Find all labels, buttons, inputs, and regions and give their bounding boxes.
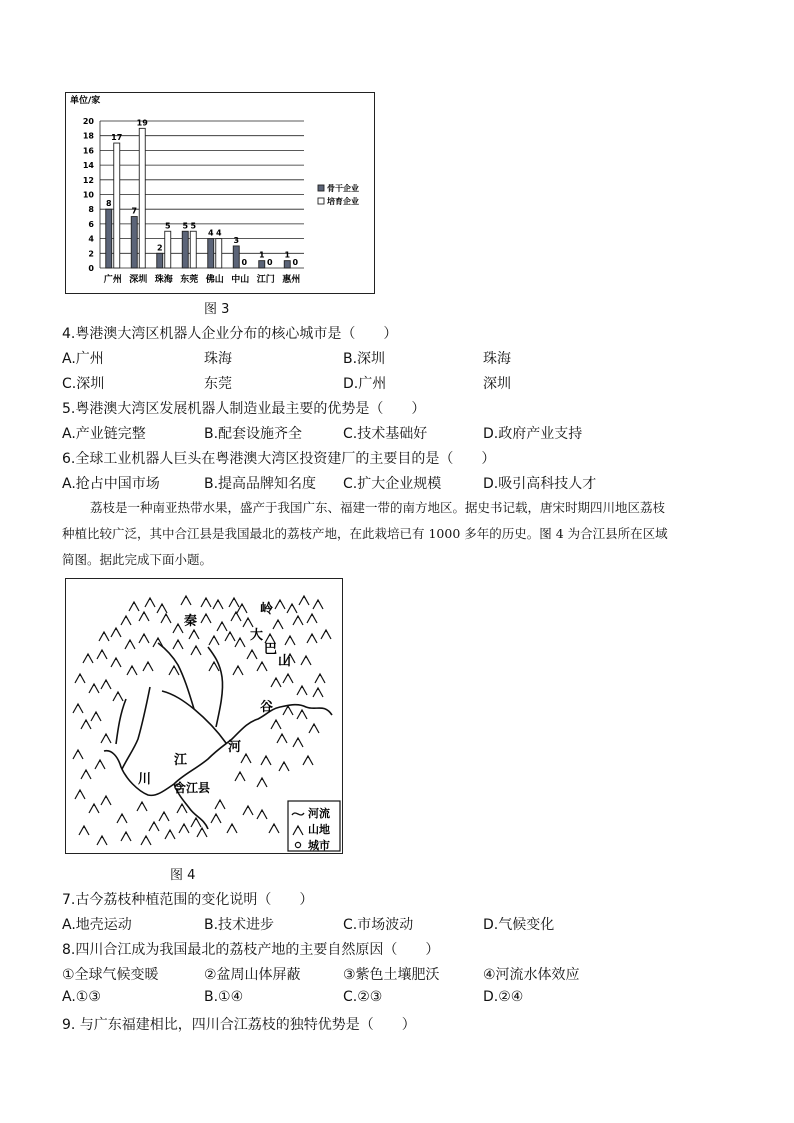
q5-option-b: B.配套设施齐全 bbox=[204, 426, 303, 442]
data-label: 2 bbox=[156, 243, 163, 253]
label-gu: 谷 bbox=[260, 700, 274, 715]
mountain-icon bbox=[303, 756, 313, 765]
mountain-icon bbox=[313, 688, 323, 697]
q5-stem: 5.粤港澳大湾区发展机器人制造业最主要的优势是（ ） bbox=[62, 401, 426, 417]
q4-stem: 4.粤港澳大湾区机器人企业分布的核心城市是（ ） bbox=[62, 326, 398, 342]
mountain-icon bbox=[231, 612, 241, 621]
mountain-icon bbox=[189, 630, 199, 639]
q4-option-c-second: 东莞 bbox=[204, 376, 232, 392]
data-label: 0 bbox=[292, 258, 299, 267]
data-label: 7 bbox=[131, 206, 138, 216]
mountain-icon bbox=[301, 656, 311, 665]
q4-option-d: D.广州 bbox=[343, 376, 387, 392]
mountain-icon bbox=[213, 600, 223, 609]
mountain-icon bbox=[75, 674, 85, 683]
mountain-icon bbox=[209, 636, 219, 645]
q6-option-a: A.抢占中国市场 bbox=[62, 476, 160, 492]
y-tick-label: 18 bbox=[82, 131, 94, 141]
mountain-icon bbox=[111, 628, 121, 637]
bar-cultivated-广州 bbox=[114, 143, 120, 268]
q8-stem: 8.四川合江成为我国最北的荔枝产地的主要自然原因（ ） bbox=[62, 942, 440, 958]
mountain-icon bbox=[101, 680, 111, 689]
x-tick-label: 广州 bbox=[103, 275, 122, 285]
data-label: 5 bbox=[164, 221, 171, 231]
mountain-icon bbox=[261, 756, 271, 765]
map-legend bbox=[288, 801, 340, 852]
data-label: 8 bbox=[105, 199, 112, 209]
mountain-icon bbox=[177, 804, 187, 813]
mountain-icon bbox=[181, 596, 191, 605]
q4-option-a-second: 珠海 bbox=[204, 351, 232, 367]
bar-core-深圳 bbox=[131, 217, 137, 268]
figure4-caption: 图 4 bbox=[170, 868, 196, 883]
mountain-icon bbox=[191, 646, 201, 655]
mountain-icon bbox=[235, 772, 245, 781]
mountain-icon bbox=[149, 822, 159, 831]
mountain-icon bbox=[129, 602, 139, 611]
mountain-icon bbox=[191, 818, 201, 827]
q6-option-b: B.提高品牌知名度 bbox=[204, 476, 317, 492]
mountain-icon bbox=[169, 666, 179, 675]
q8-statement-1: ①全球气候变暖 bbox=[62, 967, 159, 983]
legend-swatch bbox=[318, 185, 324, 191]
mountain-icon bbox=[217, 622, 227, 631]
upper-tributary bbox=[158, 643, 194, 709]
mountain-icon bbox=[277, 734, 287, 743]
mountain-icon bbox=[143, 662, 153, 671]
mountain-icon bbox=[111, 658, 121, 667]
x-tick-label: 中山 bbox=[231, 275, 250, 285]
mountain-icon bbox=[79, 826, 89, 835]
map-svg bbox=[66, 579, 342, 853]
q8-statement-4: ④河流水体效应 bbox=[483, 967, 580, 983]
mountain-icon bbox=[241, 754, 251, 763]
middle-tributary bbox=[208, 647, 223, 727]
mountain-icon bbox=[73, 750, 83, 759]
q7-option-c: C.市场波动 bbox=[343, 917, 414, 933]
mountain-icon bbox=[95, 760, 105, 769]
mountain-icon bbox=[81, 720, 91, 729]
mountain-icon bbox=[139, 612, 149, 621]
mountain-icon bbox=[91, 712, 101, 721]
mountain-icon bbox=[293, 616, 303, 625]
q8-option-d: D.②④ bbox=[483, 989, 524, 1005]
mountain-icon bbox=[99, 632, 109, 641]
label-he: 河 bbox=[228, 740, 242, 755]
q7-option-b: B.技术进步 bbox=[204, 917, 275, 933]
mountain-icon bbox=[307, 634, 317, 643]
mountain-icon bbox=[117, 814, 127, 823]
mountain-icon bbox=[197, 828, 207, 837]
mountain-icon bbox=[275, 600, 285, 609]
bar-cultivated-东莞 bbox=[190, 231, 196, 268]
legend-city-label: 城市 bbox=[308, 839, 330, 852]
figure3-caption: 图 3 bbox=[204, 302, 230, 317]
x-tick-label: 江门 bbox=[256, 275, 275, 285]
mountain-icon bbox=[321, 630, 331, 639]
q7-stem: 7.古今荔枝种植范围的变化说明（ ） bbox=[62, 892, 314, 908]
label-qin: 秦 bbox=[184, 614, 198, 629]
mountain-icon bbox=[173, 640, 183, 649]
mountain-icon bbox=[211, 814, 221, 823]
mountain-icon bbox=[243, 618, 253, 627]
mountain-icon bbox=[283, 674, 293, 683]
mountain-icon bbox=[97, 836, 107, 845]
mountain-icon bbox=[89, 804, 99, 813]
mountain-icon bbox=[113, 692, 123, 701]
bar-chart bbox=[66, 93, 374, 293]
y-tick-label: 2 bbox=[88, 249, 94, 259]
mountain-icon bbox=[313, 600, 323, 609]
q4-option-a: A.广州 bbox=[62, 351, 104, 367]
data-label: 1 bbox=[284, 250, 291, 260]
bar-cultivated-深圳 bbox=[139, 128, 145, 268]
mountain-icon bbox=[273, 620, 283, 629]
bar-core-江门 bbox=[259, 261, 265, 268]
mountain-icon bbox=[101, 796, 111, 805]
mountain-icon bbox=[283, 706, 293, 715]
mountain-icon bbox=[297, 686, 307, 695]
q8-statement-2: ②盆周山体屏蔽 bbox=[204, 967, 301, 983]
data-label: 0 bbox=[266, 258, 273, 267]
q5-option-a: A.产业链完整 bbox=[62, 426, 146, 442]
q5-option-c: C.技术基础好 bbox=[343, 426, 428, 442]
passage-line-1: 荔枝是一种南亚热带水果，盛产于我国广东、福建一带的南方地区。据史书记载，唐宋时期四川地区荔枝 bbox=[90, 500, 666, 515]
mountain-icon bbox=[137, 802, 147, 811]
x-tick-label: 惠州 bbox=[282, 275, 301, 285]
q7-option-d: D.气候变化 bbox=[483, 917, 555, 933]
data-label: 3 bbox=[233, 235, 240, 245]
data-label: 4 bbox=[215, 228, 222, 238]
mountain-icon bbox=[201, 598, 211, 607]
q8-option-a: A.①③ bbox=[62, 989, 101, 1005]
q8-option-c: C.②③ bbox=[343, 989, 383, 1005]
bar-cultivated-珠海 bbox=[165, 231, 171, 268]
mountain-icon bbox=[257, 778, 267, 787]
y-axis-label: 单位/家 bbox=[70, 96, 101, 106]
jialing-tributary bbox=[162, 691, 226, 743]
mountain-icon bbox=[287, 604, 297, 613]
q9-stem: 9. 与广东福建相比，四川合江荔枝的独特优势是（ ） bbox=[62, 1017, 416, 1033]
mountain-icon bbox=[97, 650, 107, 659]
mountain-icon bbox=[297, 710, 307, 719]
data-label: 0 bbox=[241, 258, 248, 267]
y-tick-label: 4 bbox=[88, 234, 94, 244]
passage-line-3: 简图。据此完成下面小题。 bbox=[62, 552, 213, 567]
mountain-icon bbox=[225, 632, 235, 641]
mountain-icon bbox=[83, 654, 93, 663]
y-tick-label: 12 bbox=[82, 175, 94, 185]
y-tick-label: 6 bbox=[88, 219, 94, 229]
q4-option-d-second: 深圳 bbox=[483, 376, 511, 392]
mountain-icon bbox=[271, 720, 281, 729]
figure3-chart bbox=[65, 92, 375, 294]
mountain-icon bbox=[309, 724, 319, 733]
mountain-icon bbox=[81, 770, 91, 779]
data-label: 5 bbox=[190, 221, 197, 231]
q8-statement-3: ③紫色土壤肥沃 bbox=[343, 967, 440, 983]
bar-core-中山 bbox=[233, 246, 239, 268]
q4-option-b-second: 珠海 bbox=[483, 351, 511, 367]
x-tick-label: 东莞 bbox=[180, 275, 199, 285]
data-label: 19 bbox=[136, 118, 148, 128]
mountain-icon bbox=[75, 790, 85, 799]
small-tributary bbox=[116, 699, 126, 744]
mountain-icon bbox=[233, 666, 243, 675]
mountain-icon bbox=[227, 824, 237, 833]
bar-core-东莞 bbox=[182, 231, 188, 268]
label-hejiang: 合江县 bbox=[174, 781, 211, 795]
q6-option-c: C.扩大企业规模 bbox=[343, 476, 442, 492]
mountain-icon bbox=[173, 624, 183, 633]
y-tick-label: 10 bbox=[82, 190, 94, 200]
mountain-icon bbox=[89, 684, 99, 693]
mountain-icon bbox=[269, 824, 279, 833]
mountain-icon bbox=[271, 678, 281, 687]
mountain-icon bbox=[141, 836, 151, 845]
mountain-icon bbox=[157, 604, 167, 613]
label-shan: 山 bbox=[278, 654, 292, 669]
mountain-icon bbox=[299, 596, 309, 605]
x-tick-label: 深圳 bbox=[129, 275, 148, 285]
legend-mountain-label: 山地 bbox=[308, 823, 330, 836]
bar-core-珠海 bbox=[157, 253, 163, 268]
y-tick-label: 14 bbox=[82, 161, 94, 171]
legend-city-icon bbox=[295, 842, 300, 847]
label-ba: 巴 bbox=[264, 642, 278, 657]
q4-option-c: C.深圳 bbox=[62, 376, 105, 392]
mountain-icon bbox=[121, 616, 131, 625]
main-river bbox=[174, 705, 332, 784]
mountain-icon bbox=[121, 832, 131, 841]
label-ling: 岭 bbox=[260, 602, 274, 617]
legend-label: 培育企业 bbox=[327, 197, 359, 206]
mountain-icon bbox=[257, 662, 267, 671]
bar-core-惠州 bbox=[284, 261, 290, 268]
q6-stem: 6.全球工业机器人巨头在粤港澳大湾区投资建厂的主要目的是（ ） bbox=[62, 451, 496, 467]
data-label: 1 bbox=[258, 250, 265, 260]
mountain-icon bbox=[201, 614, 211, 623]
mountain-icon bbox=[315, 674, 325, 683]
mountain-icon bbox=[165, 830, 175, 839]
q7-option-a: A.地壳运动 bbox=[62, 917, 132, 933]
label-jiang: 江 bbox=[174, 753, 188, 768]
legend-label: 骨干企业 bbox=[327, 184, 359, 193]
bar-cultivated-佛山 bbox=[216, 239, 222, 268]
mountain-icon bbox=[307, 614, 317, 623]
q5-option-d: D.政府产业支持 bbox=[483, 426, 583, 442]
mountain-icon bbox=[215, 800, 225, 809]
mountain-icon bbox=[179, 824, 189, 833]
q6-option-d: D.吸引高科技人才 bbox=[483, 476, 597, 492]
data-label: 5 bbox=[182, 221, 189, 231]
x-tick-label: 佛山 bbox=[205, 275, 224, 285]
mountain-icon bbox=[243, 806, 253, 815]
label-da: 大 bbox=[250, 628, 264, 643]
x-tick-label: 珠海 bbox=[154, 275, 173, 285]
bar-core-佛山 bbox=[208, 239, 214, 268]
label-chuan: 川 bbox=[138, 772, 152, 787]
mountain-icon bbox=[159, 812, 169, 821]
y-tick-label: 20 bbox=[82, 117, 94, 126]
mountain-icon bbox=[229, 598, 239, 607]
y-tick-label: 0 bbox=[88, 264, 94, 273]
mountain-icon bbox=[235, 638, 245, 647]
mountain-icon bbox=[125, 640, 135, 649]
q8-option-b: B.①④ bbox=[204, 989, 244, 1005]
mountain-icon bbox=[293, 738, 303, 747]
data-label: 17 bbox=[111, 133, 123, 143]
mountain-icon bbox=[101, 734, 111, 743]
figure4-map bbox=[65, 578, 343, 854]
mountain-icon bbox=[247, 650, 257, 659]
y-tick-label: 16 bbox=[82, 146, 94, 156]
mountain-icon bbox=[145, 598, 155, 607]
mountain-icon bbox=[279, 762, 289, 771]
passage-line-2: 种植比较广泛，其中合江县是我国最北的荔枝产地，在此栽培已有 1000 多年的历史。图 4 为合江县所在区域 bbox=[62, 526, 668, 541]
bar-core-广州 bbox=[106, 209, 112, 268]
q4-option-b: B.深圳 bbox=[343, 351, 386, 367]
mountain-icon bbox=[73, 704, 83, 713]
mountain-icon bbox=[139, 634, 149, 643]
mountain-icon bbox=[285, 636, 295, 645]
mountain-icon bbox=[127, 666, 137, 675]
legend-river-label: 河流 bbox=[308, 807, 330, 820]
mountain-icon bbox=[161, 614, 171, 623]
legend-swatch bbox=[318, 198, 324, 204]
data-label: 4 bbox=[207, 228, 214, 238]
y-tick-label: 8 bbox=[88, 205, 94, 215]
mountain-icon bbox=[257, 810, 267, 819]
